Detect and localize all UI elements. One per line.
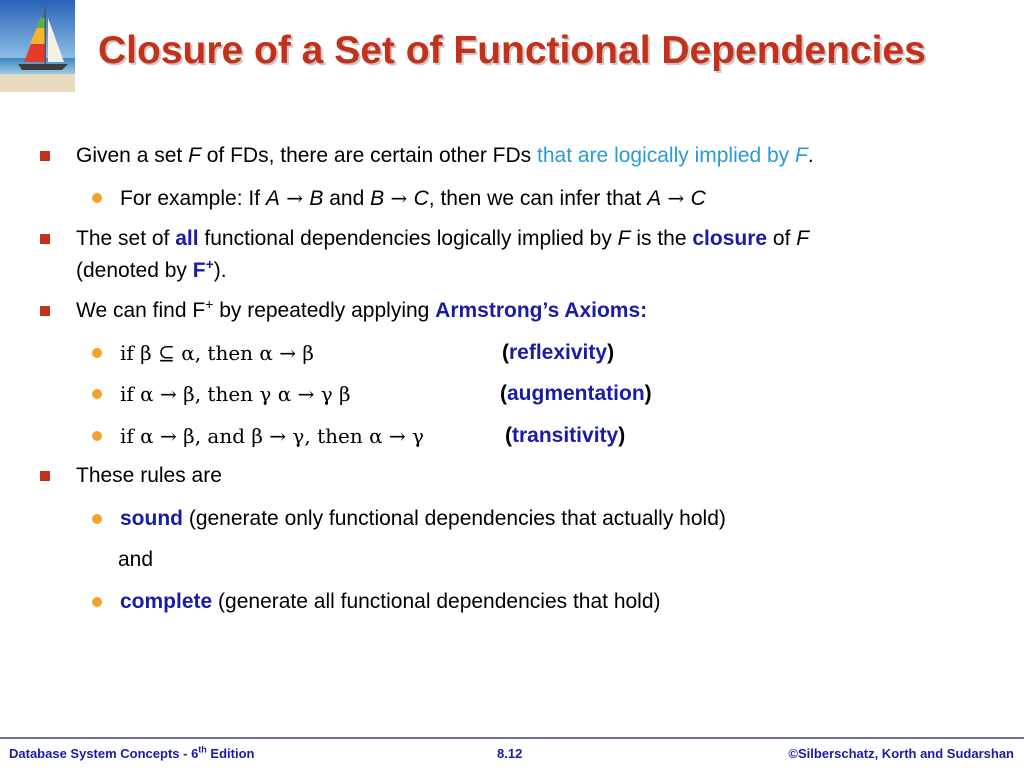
bullet-rules: These rules are bbox=[76, 464, 222, 487]
and-text: and bbox=[118, 548, 154, 571]
axiom-transitivity: if α → β, and β → γ, then α → γ bbox=[120, 424, 425, 448]
bullet-armstrong: We can find F+ by repeatedly applying Armstrong’s Axioms: bbox=[76, 296, 648, 322]
sub-bullet-example: For example: If A → B and B → C, then we can infer that A → C bbox=[120, 186, 706, 210]
footer-copyright: ©Silberschatz, Korth and Sudarshan bbox=[788, 746, 1014, 761]
bullet-square bbox=[40, 471, 50, 481]
bullet-given-set: Given a set F of FDs, there are certain other FDs that are logically implied by F. bbox=[76, 144, 814, 167]
bullet-square bbox=[40, 151, 50, 161]
axiom-augmentation-label: (augmentation) bbox=[500, 382, 652, 405]
axiom-reflexivity: if β ⊆ α, then α → β bbox=[120, 341, 314, 365]
sailboat-logo-icon bbox=[0, 0, 75, 92]
rule-sound: sound (generate only functional dependencies that actually hold) bbox=[120, 507, 726, 530]
bullet-square bbox=[40, 234, 50, 244]
axiom-transitivity-label: (transitivity) bbox=[505, 424, 626, 447]
bullet-square bbox=[40, 306, 50, 316]
bullet-dot bbox=[92, 193, 102, 203]
bullet-dot bbox=[92, 597, 102, 607]
footer-divider bbox=[0, 737, 1024, 739]
footer-book-title: Database System Concepts - 6th Edition bbox=[9, 744, 255, 761]
footer-page-number: 8.12 bbox=[497, 746, 523, 761]
bullet-dot bbox=[92, 431, 102, 441]
bullet-closure-definition-line2: (denoted by F+). bbox=[76, 256, 227, 282]
rule-complete: complete (generate all functional dependencies that hold) bbox=[120, 590, 661, 613]
bullet-dot bbox=[92, 514, 102, 524]
axiom-reflexivity-label: (reflexivity) bbox=[502, 341, 615, 364]
bullet-closure-definition: The set of all functional dependencies logically implied by F is the closure of F bbox=[76, 227, 810, 250]
bullet-dot bbox=[92, 348, 102, 358]
bullet-dot bbox=[92, 389, 102, 399]
axiom-augmentation: if α → β, then γ α → γ β bbox=[120, 382, 351, 406]
page-title: Closure of a Set of Functional Dependencies bbox=[98, 29, 926, 72]
